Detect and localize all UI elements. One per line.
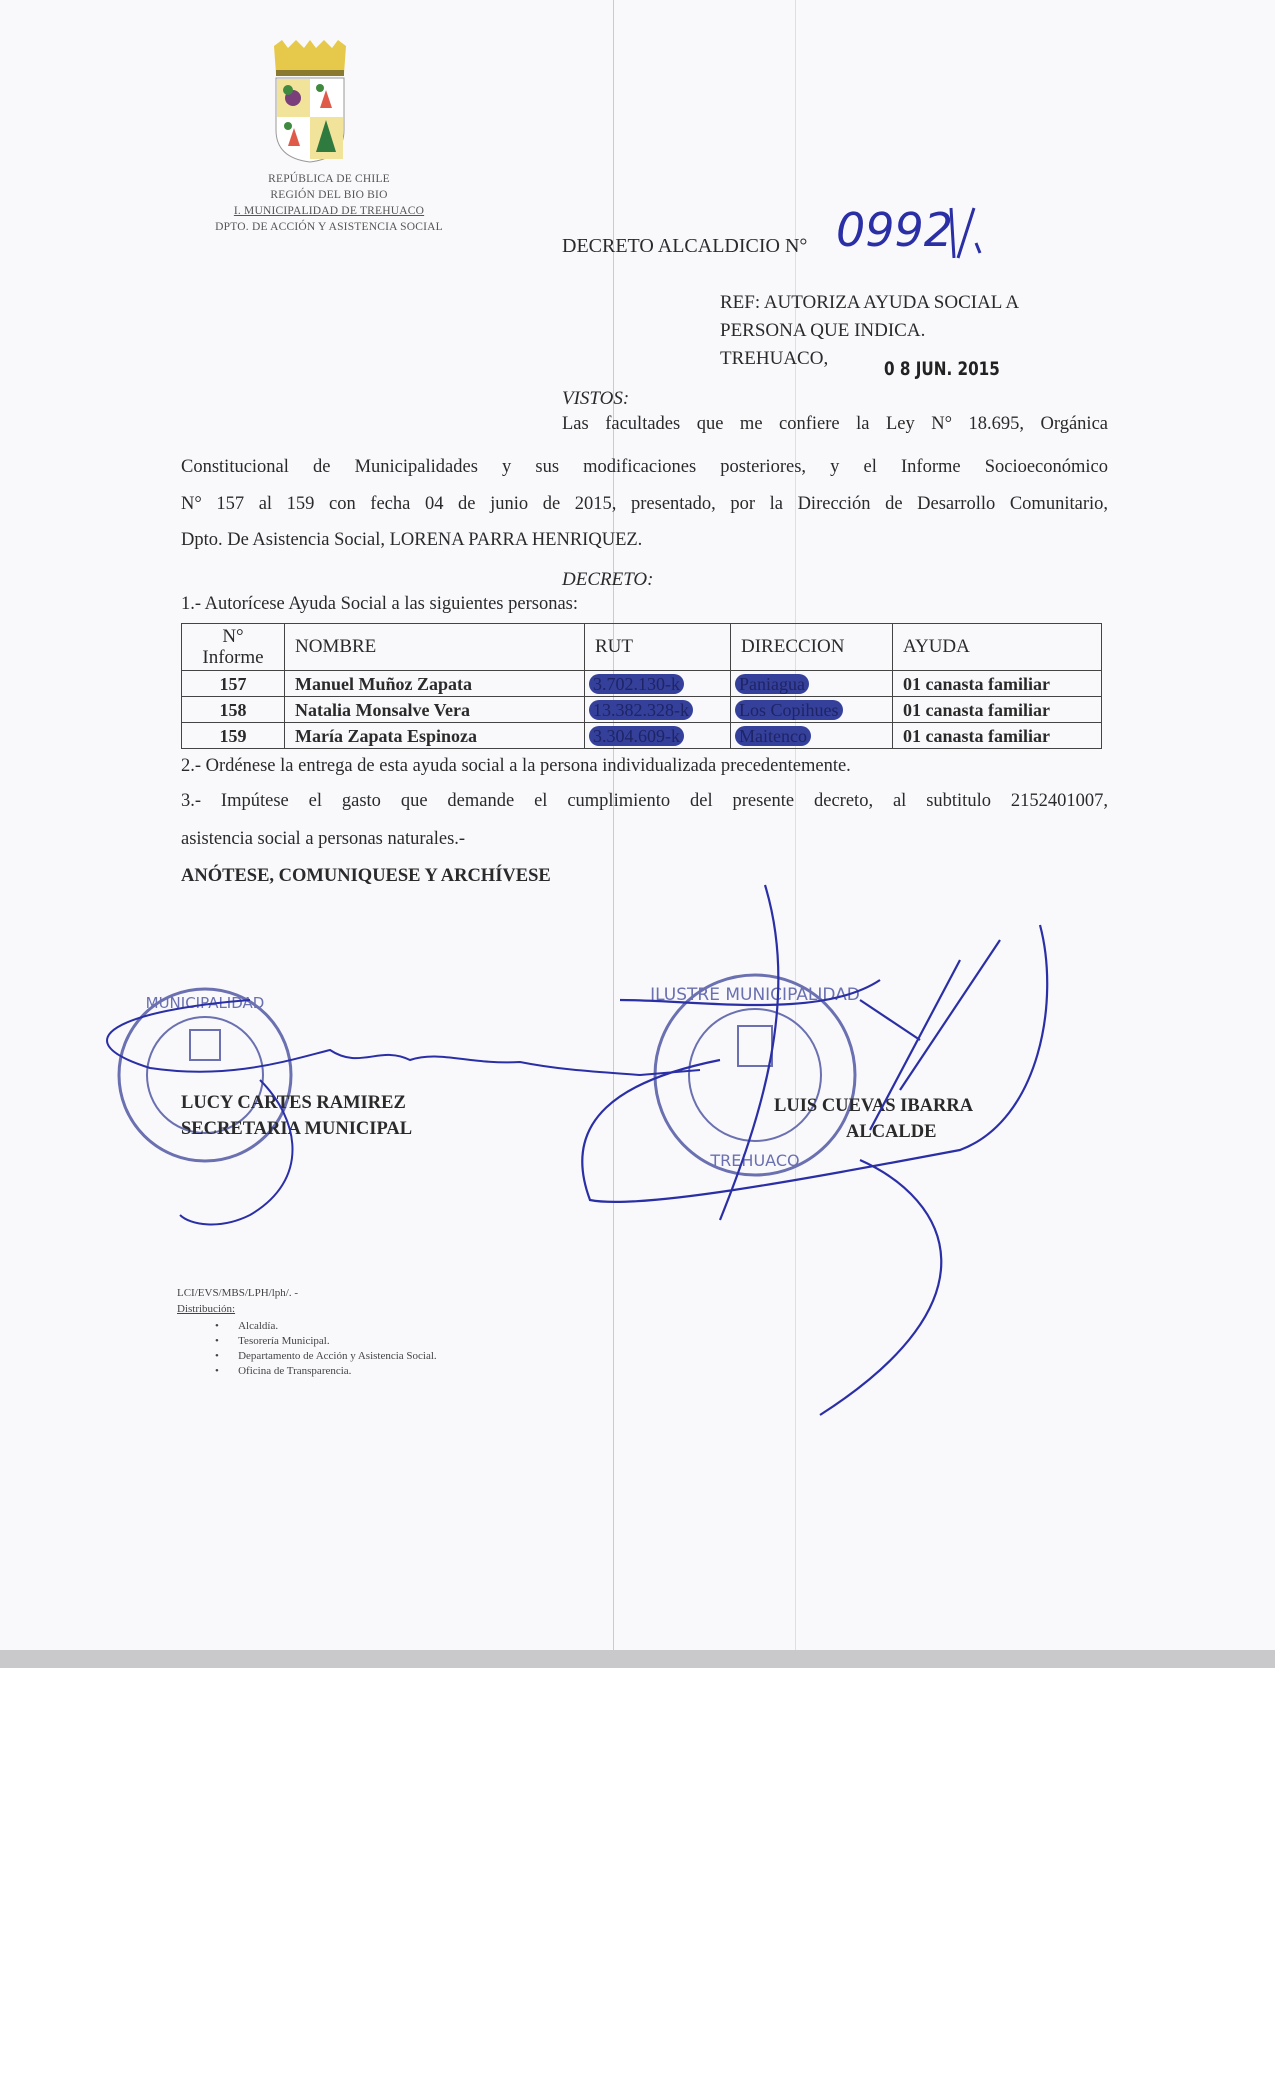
svg-text:MUNICIPALIDAD: MUNICIPALIDAD — [145, 994, 265, 1012]
redacted-direccion: Paniagua — [735, 674, 809, 694]
vistos-line: Constitucional de Municipalidades y sus modificaciones posteriores, y el Informe Socioeconómico — [181, 457, 1108, 477]
letterhead-text — [198, 171, 460, 235]
distribution-item: • Departamento de Acción y Asistencia Social. — [215, 1350, 437, 1362]
alcalde-title: ALCALDE — [846, 1122, 937, 1142]
cell-nombre: María Zapata Espinoza — [285, 723, 585, 749]
handwritten-number-text: 0992 — [836, 203, 954, 257]
vistos-first-line: Las facultades que me confiere la Ley N° 18.695, Orgánica — [562, 414, 1108, 434]
letterhead-line: I. MUNICIPALIDAD DE TREHUACO — [233, 205, 425, 217]
header-direccion: DIRECCION — [731, 624, 893, 671]
decreto-heading: DECRETO: — [562, 569, 654, 590]
table-header-row — [182, 624, 1102, 671]
header-ayuda: AYUDA — [893, 624, 1102, 671]
decree-item-1: 1.- Autorícese Ayuda Social a las siguientes personas: — [181, 594, 578, 614]
distribution-item-text: Departamento de Acción y Asistencia Social. — [238, 1350, 437, 1362]
cell-informe: 157 — [182, 671, 285, 697]
ref-line: REF: AUTORIZA AYUDA SOCIAL A — [720, 292, 1020, 313]
secretaria-title: SECRETARIA MUNICIPAL — [181, 1119, 413, 1139]
table-row — [182, 671, 1102, 697]
svg-text:TREHUACO: TREHUACO — [710, 1151, 800, 1170]
distribution-item-text: Tesorería Municipal. — [238, 1335, 330, 1347]
closing-formula: ANÓTESE, COMUNIQUESE Y ARCHÍVESE — [181, 866, 551, 886]
municipal-crest-logo — [268, 40, 352, 164]
table-row — [182, 697, 1102, 723]
ref-line: TREHUACO, — [720, 348, 829, 369]
alcalde-seal-stamp — [650, 970, 860, 1180]
vistos-line: N° 157 al 159 con fecha 04 de junio de 2015, presentado, por la Dirección de Desarrollo Comunitario, — [181, 494, 1108, 514]
decree-item-2: 2.- Ordénese la entrega de esta ayuda social a la persona individualizada precedentemente. — [181, 756, 851, 776]
distribution-item-text: Alcaldía. — [238, 1320, 279, 1332]
signatory-alcalde — [774, 1093, 973, 1145]
date-stamp: 0 8 JUN. 2015 — [884, 358, 1000, 380]
handwritten-decree-number — [826, 188, 986, 268]
cell-informe: 159 — [182, 723, 285, 749]
cell-ayuda: 01 canasta familiar — [893, 671, 1102, 697]
ref-line: PERSONA QUE INDICA. — [720, 320, 926, 341]
beneficiaries-table — [181, 623, 1102, 749]
redacted-direccion: Maitenco — [735, 726, 811, 746]
distribution-label: Distribución: — [177, 1303, 236, 1315]
cell-nombre: Natalia Monsalve Vera — [285, 697, 585, 723]
alcalde-name: LUIS CUEVAS IBARRA — [774, 1096, 974, 1116]
decree-title: DECRETO ALCALDICIO N° — [562, 235, 808, 257]
distribution-item: • Tesorería Municipal. — [215, 1335, 330, 1347]
distribution-list — [215, 1319, 437, 1379]
distribution-item-text: Oficina de Transparencia. — [238, 1365, 352, 1377]
vistos-last-line: Dpto. De Asistencia Social, LORENA PARRA HENRIQUEZ. — [181, 530, 643, 550]
letterhead-line: REGIÓN DEL BIO BIO — [270, 189, 388, 201]
table-row — [182, 723, 1102, 749]
svg-text:ILUSTRE MUNICIPALIDAD: ILUSTRE MUNICIPALIDAD — [650, 985, 860, 1005]
decree-item-3: 3.- Impútese el gasto que demande el cumplimiento del presente decreto, al subtitulo 2152401007, — [181, 791, 1108, 811]
cell-ayuda: 01 canasta familiar — [893, 697, 1102, 723]
redacted-rut: 13.382.328-k — [589, 700, 693, 720]
cell-informe: 158 — [182, 697, 285, 723]
cell-nombre: Manuel Muñoz Zapata — [285, 671, 585, 697]
distribution-item: • Alcaldía. — [215, 1320, 279, 1332]
redacted-rut: 3.702.130-k — [589, 674, 684, 694]
vistos-heading: VISTOS: — [562, 388, 630, 409]
header-rut: RUT — [585, 624, 731, 671]
signatory-secretaria — [181, 1090, 412, 1142]
letterhead-line: REPÚBLICA DE CHILE — [268, 173, 390, 185]
letterhead-line: DPTO. DE ACCIÓN Y ASISTENCIA SOCIAL — [215, 221, 443, 233]
scan-edge — [0, 1650, 1275, 1668]
decree-item-3-cont: asistencia social a personas naturales.- — [181, 829, 466, 849]
secretaria-name: LUCY CARTES RAMIREZ — [181, 1093, 406, 1113]
distribution-item: • Oficina de Transparencia. — [215, 1365, 352, 1377]
cell-ayuda: 01 canasta familiar — [893, 723, 1102, 749]
vistos-body — [181, 449, 1108, 523]
redacted-rut: 3.304.609-k — [589, 726, 684, 746]
header-informe: N° Informe — [182, 624, 285, 671]
footer-initials: LCI/EVS/MBS/LPH/lph/. - — [177, 1287, 299, 1299]
redacted-direccion: Los Copihues — [735, 700, 843, 720]
header-nombre: NOMBRE — [285, 624, 585, 671]
